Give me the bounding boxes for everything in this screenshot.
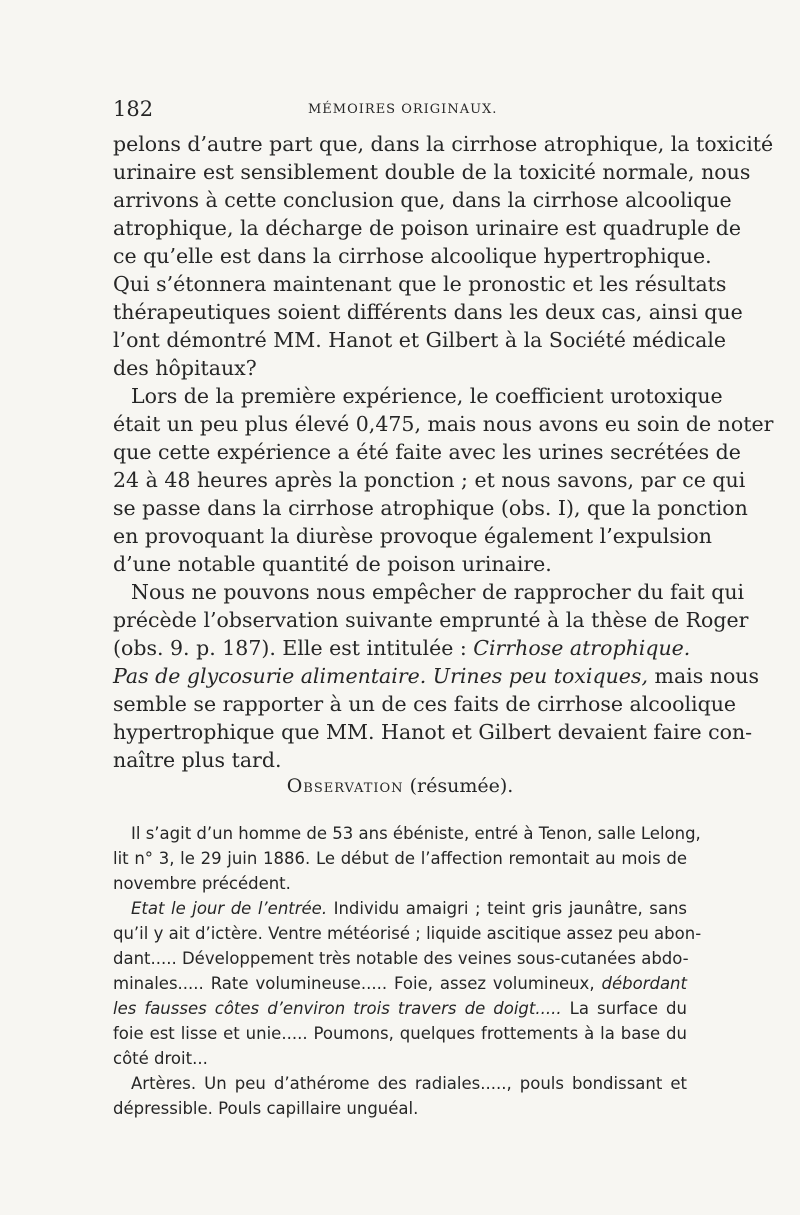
text-run: La surface du (561, 999, 687, 1018)
italic-title: Pas de glycosurie alimentaire. Urines peu toxiques, (113, 664, 648, 688)
text-line (113, 663, 760, 689)
text-line (113, 635, 691, 661)
text-line: urinaire est sensiblement double de la toxicité normale, nous (113, 160, 751, 184)
text-line: précède l’observation suivante emprunté à la thèse de Roger (113, 608, 749, 632)
text-line: en provoquant la diurèse provoque également l’expulsion (113, 524, 712, 548)
text-run: (obs. 9. p. 187). Elle est intitulée : (113, 636, 474, 660)
small-text-line: lit n° 3, le 29 juin 1886. Le début de l’affection remontait au mois de (113, 849, 687, 868)
text-run: mais nous (647, 664, 760, 688)
text-line: semble se rapporter à un de ces faits de cirrhose alcoolique (113, 692, 737, 716)
text-line: l’ont démontré MM. Hanot et Gilbert à la Société médicale (113, 328, 727, 352)
text-line: hypertrophique que MM. Hanot et Gilbert devaient faire con- (113, 720, 753, 744)
small-text-line: côté droit... (113, 1049, 208, 1068)
text-line: atrophique, la décharge de poison urinaire est quadruple de (113, 216, 742, 240)
small-text-line (113, 972, 687, 996)
text-line: que cette expérience a été faite avec les urines secrétées de (113, 440, 741, 464)
small-text-line: Artères. Un peu d’athérome des radiales....., pouls bondissant et (131, 1074, 687, 1093)
text-line: Qui s’étonnera maintenant que le pronostic et les résultats (113, 272, 727, 296)
text-run: minales..... Rate volumineuse..... Foie, assez volumineux, (113, 974, 602, 993)
italic-title: Cirrhose atrophique. (473, 636, 691, 660)
observation-label: Observation (286, 775, 404, 797)
small-text-line: foie est lisse et unie..... Poumons, quelques frottements à la base du (113, 1024, 687, 1043)
text-line: d’une notable quantité de poison urinaire. (113, 552, 552, 576)
italic-run: les fausses côtes d’environ trois travers de doigt..... (113, 999, 562, 1018)
small-text-line (113, 897, 687, 921)
text-line: ce qu’elle est dans la cirrhose alcoolique hypertrophique. (113, 244, 712, 268)
text-line: des hôpitaux? (113, 356, 257, 380)
observation-heading (113, 773, 687, 799)
italic-run: débordant (601, 974, 687, 993)
running-head: MÉMOIRES ORIGINAUX. (308, 102, 498, 117)
text-line: était un peu plus élevé 0,475, mais nous avons eu soin de noter (113, 412, 774, 436)
page-header (113, 96, 687, 122)
small-text-line: qu’il y ait d’ictère. Ventre météorisé ; liquide ascitique assez peu abon- (113, 924, 702, 943)
small-text-line: novembre précédent. (113, 874, 291, 893)
text-line: Lors de la première expérience, le coefficient urotoxique (131, 384, 723, 408)
small-text-line: dépressible. Pouls capillaire unguéal. (113, 1099, 419, 1118)
text-line: pelons d’autre part que, dans la cirrhose atrophique, la toxicité (113, 132, 774, 156)
text-line: 24 à 48 heures après la ponction ; et nous savons, par ce qui (113, 468, 746, 492)
page-number: 182 (113, 97, 154, 121)
small-text-line: dant..... Développement très notable des veines sous-cutanées abdo- (113, 949, 689, 968)
text-line: se passe dans la cirrhose atrophique (obs. I), que la ponction (113, 496, 748, 520)
small-text-line (113, 997, 687, 1021)
text-line: naître plus tard. (113, 748, 282, 772)
small-text-line: Il s’agit d’un homme de 53 ans ébéniste, entré à Tenon, salle Lelong, (131, 824, 701, 843)
italic-run: Etat le jour de l’entrée. (131, 899, 328, 918)
text-run: Individu amaigri ; teint gris jaunâtre, sans (327, 899, 687, 918)
text-line: arrivons à cette conclusion que, dans la cirrhose alcoolique (113, 188, 732, 212)
observation-label-suffix: (résumée). (403, 775, 514, 797)
text-line: Nous ne pouvons nous empêcher de rapprocher du fait qui (131, 580, 745, 604)
text-line: thérapeutiques soient différents dans les deux cas, ainsi que (113, 300, 743, 324)
